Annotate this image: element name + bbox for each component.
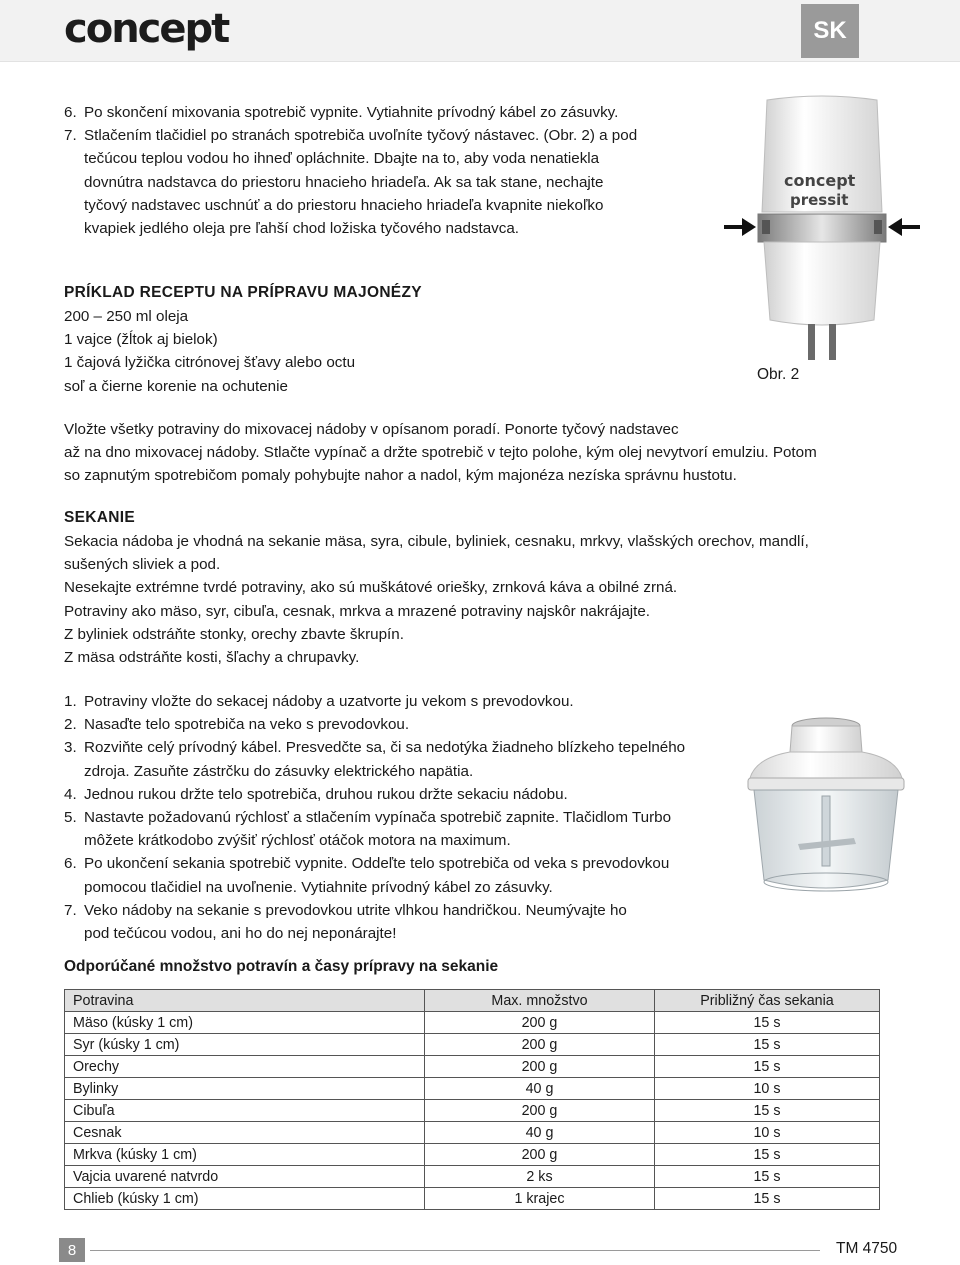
table-cell: Syr (kúsky 1 cm) <box>65 1034 425 1056</box>
blender-brand: concept <box>784 171 856 190</box>
table-header: Potravina <box>65 990 425 1012</box>
chopping-paragraphs <box>64 530 809 669</box>
ingredient: 1 vajce (žĺtok aj bielok) <box>64 331 218 349</box>
table-row <box>65 1100 880 1122</box>
blender-lower-body <box>764 242 880 325</box>
gearbox-housing <box>790 726 862 752</box>
table-cell: Mrkva (kúsky 1 cm) <box>65 1144 425 1166</box>
table-cell: 15 s <box>655 1166 880 1188</box>
step-text: zdroja. Zasuňte zástrčku do zásuvky elektrického napätia. <box>84 762 474 780</box>
step-text: Rozviňte celý prívodný kábel. Presvedčte sa, či sa nedotýka žiadneho blízkeho tepelného <box>84 739 686 757</box>
list-item <box>64 899 744 922</box>
hand-blender-illustration <box>722 92 922 364</box>
blender-model: pressit <box>790 191 849 209</box>
figure-caption: Obr. 2 <box>757 366 800 383</box>
shaft-right <box>829 324 836 360</box>
step-number: 7. <box>64 127 77 145</box>
step-text: Jednou rukou držte telo spotrebiča, druhou rukou držte sekaciu nádobu. <box>84 785 568 803</box>
table-cell: 200 g <box>425 1144 655 1166</box>
paragraph-line: až na dno mixovacej nádoby. Stlačte vypínač a držte spotrebič v tejto polohe, kým olej nevytvorí emulziu. Potom <box>64 444 817 462</box>
step-text: Nastavte požadovanú rýchlosť a stlačením vypínača spotrebič zapnite. Tlačidlom Turbo <box>84 809 672 827</box>
list-item <box>64 806 744 829</box>
step-number: 5. <box>64 809 77 827</box>
step-text: dovnútra nadstavca do priestoru hnacieho hriadeľa. Ak sa tak stane, nechajte <box>84 173 604 191</box>
list-item <box>64 124 704 147</box>
preparation-table <box>64 989 880 1210</box>
table-cell: 15 s <box>655 1144 880 1166</box>
step-text: tečúcou teplou vodou ho ihneď opláchnite. Dbajte na to, aby voda nenatiekla <box>84 150 600 168</box>
step-text: Potraviny vložte do sekacej nádoby a uzatvorte ju vekom s prevodovkou. <box>84 693 574 710</box>
table-cell: 200 g <box>425 1012 655 1034</box>
mayo-heading: PRÍKLAD RECEPTU NA PRÍPRAVU MAJONÉZY <box>64 284 422 301</box>
table-row <box>65 1166 880 1188</box>
table-row <box>65 1078 880 1100</box>
table-cell: 10 s <box>655 1122 880 1144</box>
language-badge: SK <box>801 4 859 58</box>
table-row <box>65 1122 880 1144</box>
list-item <box>64 713 744 736</box>
step-text: Veko nádoby na sekanie s prevodovkou utrite vlhkou handričkou. Neumývajte ho <box>84 901 627 919</box>
paragraph-line: so zapnutým spotrebičom pomaly pohybujte nahor a nadol, kým majonéza nezíska správnu hustotu. <box>64 467 737 485</box>
model-number: TM 4750 <box>836 1240 898 1257</box>
step-number: 7. <box>64 901 77 919</box>
chopper-bowl-illustration <box>736 704 916 904</box>
step-text: kvapiek jedlého oleja pre ľahší chod ložiska tyčového nadstavca. <box>84 220 520 238</box>
paragraph-line: Z byliniek odstráňte stonky, orechy zbavte škrupín. <box>64 625 404 643</box>
table-header: Približný čas sekania <box>655 990 880 1012</box>
list-item <box>64 101 704 124</box>
paragraph-line: Potraviny ako mäso, syr, cibuľa, cesnak, mrkva a mrazené potraviny najskôr nakrájajte. <box>64 602 651 620</box>
release-ring <box>758 214 886 242</box>
table-cell: Bylinky <box>65 1078 425 1100</box>
table-row <box>65 1056 880 1078</box>
ingredient: 1 čajová lyžička citrónovej šťavy alebo octu <box>64 354 356 372</box>
table-cell: 40 g <box>425 1078 655 1100</box>
table-cell: 200 g <box>425 1034 655 1056</box>
paragraph-line: Nesekajte extrémne tvrdé potraviny, ako sú muškátové oriešky, zrnková káva a obilné zrná. <box>64 579 678 597</box>
list-item <box>64 690 744 713</box>
release-button-right <box>874 220 882 234</box>
footer-divider <box>90 1250 820 1251</box>
table-cell: 200 g <box>425 1056 655 1078</box>
release-button-left <box>762 220 770 234</box>
step-number: 3. <box>64 739 77 757</box>
table-cell: 10 s <box>655 1078 880 1100</box>
table-cell: 15 s <box>655 1100 880 1122</box>
mayo-instructions <box>64 418 817 488</box>
table-cell: 2 ks <box>425 1166 655 1188</box>
intro-steps <box>64 101 704 240</box>
step-text: pomocou tlačidiel na uvoľnenie. Vytiahnite prívodný kábel zo zásuvky. <box>84 878 553 896</box>
table-cell: Chlieb (kúsky 1 cm) <box>65 1188 425 1210</box>
table-cell: 15 s <box>655 1012 880 1034</box>
table-header: Max. množstvo <box>425 990 655 1012</box>
step-number: 6. <box>64 855 77 873</box>
table-cell: 15 s <box>655 1034 880 1056</box>
shaft-left <box>808 324 815 360</box>
ingredient: 200 – 250 ml oleja <box>64 308 189 325</box>
paragraph-line: sušených sliviek a pod. <box>64 556 221 574</box>
page-number: 8 <box>59 1238 85 1262</box>
paragraph-line: Vložte všetky potraviny do mixovacej nádoby v opísanom poradí. Ponorte tyčový nadstavec <box>64 421 679 438</box>
step-number: 4. <box>64 785 77 803</box>
table-cell: 15 s <box>655 1188 880 1210</box>
list-item <box>64 783 744 806</box>
table-row <box>65 1188 880 1210</box>
step-text: Stlačením tlačidiel po stranách spotrebiča uvoľníte tyčový nástavec. (Obr. 2) a pod <box>84 127 638 145</box>
table-cell: 1 krajec <box>425 1188 655 1210</box>
step-text: pod tečúcou vodou, ani ho do nej neponárajte! <box>84 925 397 943</box>
step-text: Po skončení mixovania spotrebič vypnite. Vytiahnite prívodný kábel zo zásuvky. <box>84 104 619 121</box>
table-header-row <box>65 990 880 1012</box>
step-number: 6. <box>64 104 77 121</box>
table-row <box>65 1012 880 1034</box>
table-cell: Cibuľa <box>65 1100 425 1122</box>
step-number: 2. <box>64 716 77 734</box>
chopper-lid <box>750 752 902 778</box>
table-cell: 15 s <box>655 1056 880 1078</box>
list-item <box>64 852 744 875</box>
arrow-left-icon <box>888 218 920 236</box>
table-cell: 40 g <box>425 1122 655 1144</box>
step-text: tyčový nadstavec uschnúť a do priestoru hnacieho hriadeľa kvapnite niekoľko <box>84 196 604 214</box>
step-number: 1. <box>64 693 77 710</box>
step-text: Nasaďte telo spotrebiča na veko s prevodovkou. <box>84 716 410 734</box>
table-cell: Mäso (kúsky 1 cm) <box>65 1012 425 1034</box>
mayo-ingredients <box>64 305 355 398</box>
paragraph-line: Sekacia nádoba je vhodná na sekanie mäsa, syra, cibule, byliniek, cesnaku, mrkvy, vlašských orechov, mandlí, <box>64 533 809 550</box>
table-cell: 200 g <box>425 1100 655 1122</box>
table-cell: Cesnak <box>65 1122 425 1144</box>
list-item <box>64 736 744 759</box>
step-text: Po ukončení sekania spotrebič vypnite. Oddeľte telo spotrebiča od veka s prevodovkou <box>84 855 670 873</box>
table-cell: Orechy <box>65 1056 425 1078</box>
table-row <box>65 1034 880 1056</box>
paragraph-line: Z mäsa odstráňte kosti, šľachy a chrupavky. <box>64 649 360 667</box>
arrow-right-icon <box>724 218 756 236</box>
table-cell: Vajcia uvarené natvrdo <box>65 1166 425 1188</box>
table-title: Odporúčané množstvo potravín a časy prípravy na sekanie <box>64 958 499 975</box>
lid-rim <box>748 778 904 790</box>
ingredient: soľ a čierne korenie na ochutenie <box>64 377 288 395</box>
chopping-steps <box>64 690 744 945</box>
chopping-heading: SEKANIE <box>64 509 136 526</box>
blade-spindle <box>822 796 830 866</box>
step-text: môžete krátkodobo zvýšiť rýchlosť otáčok motora na maximum. <box>84 832 511 850</box>
table-row <box>65 1144 880 1166</box>
brand-logo: concept <box>64 6 229 52</box>
